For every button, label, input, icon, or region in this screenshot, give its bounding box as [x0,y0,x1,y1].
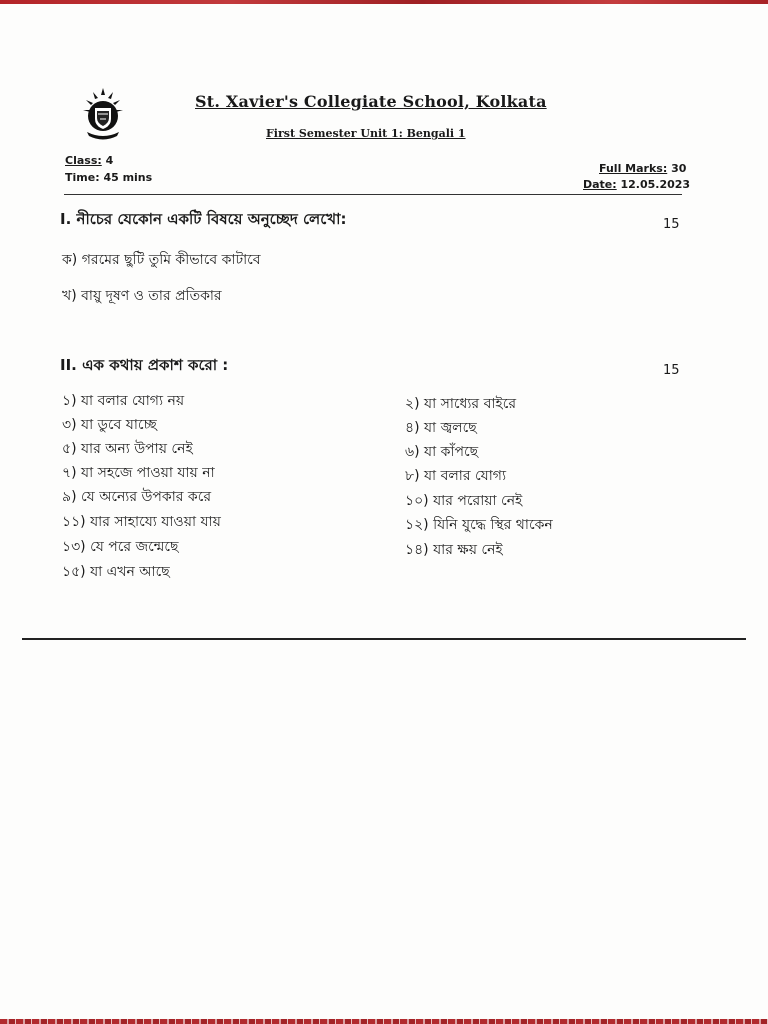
list-item: ৪) যা জ্বলছে [405,420,477,436]
date-value: 12.05.2023 [616,178,691,191]
top-edge-stripe [0,0,768,4]
time-info [65,171,152,184]
header-divider [64,194,682,195]
list-item: ৬) যা কাঁপছে [405,444,479,460]
section-1-marks: 15 [663,217,680,232]
list-item: ৭) যা সহজে পাওয়া যায় না [62,465,215,481]
list-item: ৯) যে অন্যের উপকার করে [62,489,212,505]
time-label: Time: [65,171,100,184]
class-value: 4 [101,154,114,167]
section-2-marks: 15 [663,363,680,378]
time-value: 45 mins [99,171,153,184]
class-info [65,154,113,167]
list-item: ১৪) যার ক্ষয় নেই [405,542,503,558]
full-marks-info [599,162,686,175]
full-marks-label: Full Marks: [599,162,668,175]
bottom-edge-stripe [0,1019,768,1024]
full-marks-value: 30 [667,162,687,175]
section-1-title: I. নীচের যেকোন একটি বিষয়ে অনুচ্ছেদ লেখো: [60,210,347,228]
list-item: ১৫) যা এখন আছে [62,564,170,580]
list-item: ১০) যার পরোয়া নেই [405,493,523,509]
school-name: St. Xavier's Collegiate School, Kolkata [195,92,547,111]
list-item: ৩) যা ডুবে যাচ্ছে [62,417,157,433]
section-1-option-a: ক) গরমের ছুটি তুমি কীভাবে কাটাবে [62,252,261,268]
class-label: Class: [65,154,102,167]
list-item: ১১) যার সাহায্যে যাওয়া যায় [62,514,221,530]
list-item: ২) যা সাধ্যের বাইরে [405,396,517,412]
date-label: Date: [583,178,617,191]
list-item: ১) যা বলার যোগ্য নয় [62,393,185,409]
section-1-option-b: খ) বায়ু দূষণ ও তার প্রতিকার [62,288,222,304]
exam-title: First Semester Unit 1: Bengali 1 [266,127,466,140]
end-divider [22,638,746,640]
list-item: ৫) যার অন্য উপায় নেই [62,441,193,457]
date-info [583,178,690,191]
list-item: ৮) যা বলার যোগ্য [405,468,507,484]
list-item: ১২) যিনি যুদ্ধে স্থির থাকেন [405,517,553,533]
school-crest-icon [80,86,126,144]
section-2-title: II. এক কথায় প্রকাশ করো : [60,356,229,374]
list-item: ১৩) যে পরে জন্মেছে [62,539,179,555]
